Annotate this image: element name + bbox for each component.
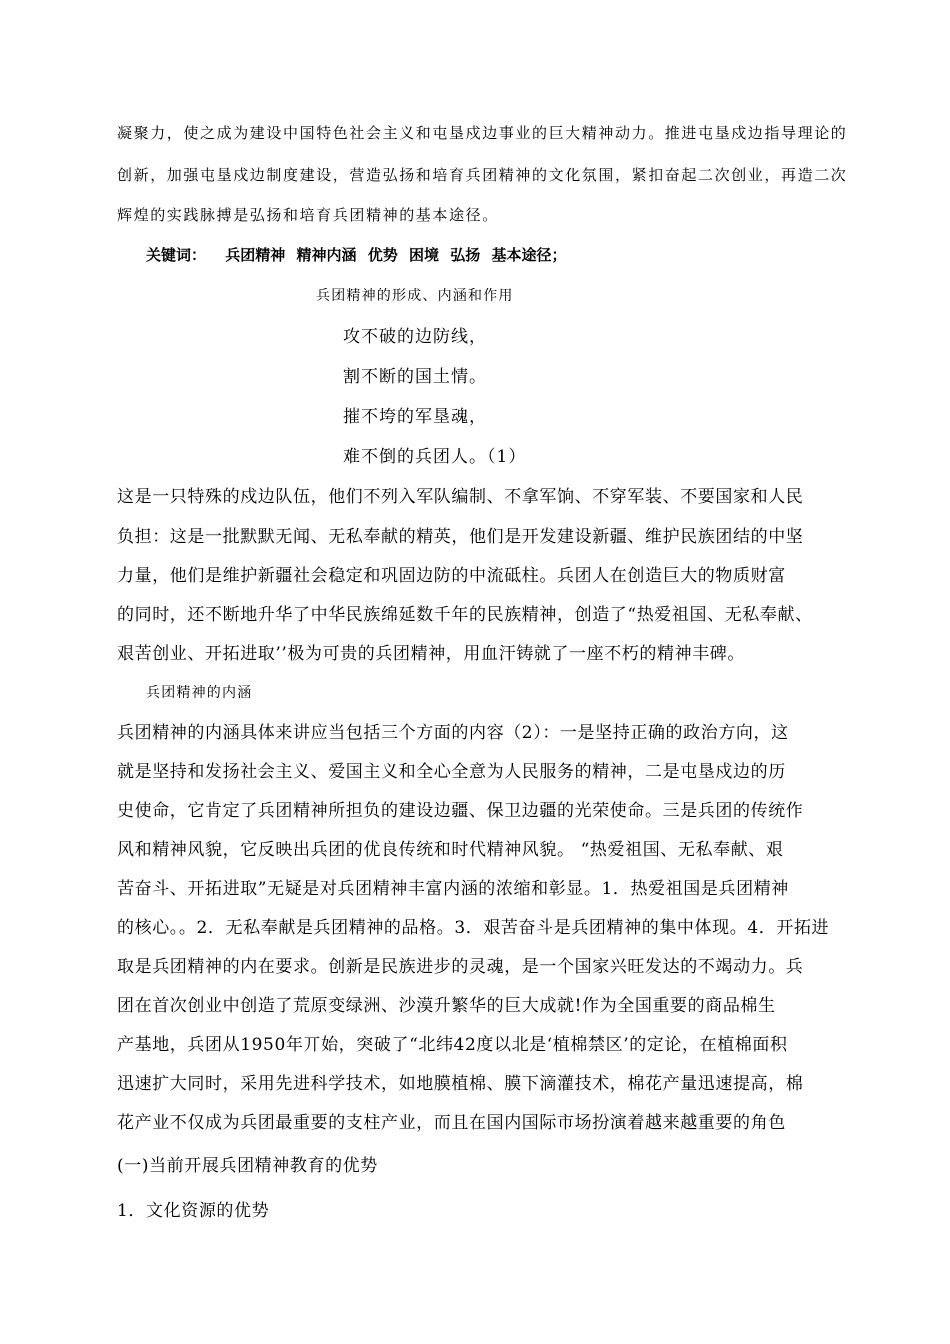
- paragraph-line: 负担：这是一批默默无闻、无私奉献的精英，他们是开发建设新疆、维护民族团结的中坚: [117, 527, 804, 547]
- subsection-heading: 1．文化资源的优势: [117, 1201, 270, 1221]
- abstract-line: 辉煌的实践脉搏是弘扬和培育兵团精神的基本途径。: [117, 206, 499, 224]
- keyword-term: 基本途径；: [491, 246, 567, 264]
- paragraph-line: 风和精神风貌，它反映出兵团的优良传统和时代精神风貌。 “热爱祖国、无私奉献、艰: [117, 840, 784, 860]
- poem-line: 摧不垮的军垦魂，: [343, 407, 487, 427]
- paragraph-line: 团在首次创业中创造了荒原变绿洲、沙漠升繁华的巨大成就!作为全国重要的商品棉生: [117, 996, 776, 1016]
- keyword-term: 困境: [409, 246, 440, 264]
- keyword-term: 兵团精神: [225, 246, 286, 264]
- keywords: [146, 244, 573, 265]
- keyword-term: 弘扬: [450, 246, 481, 264]
- abstract-line: 创新，加强屯垦戍边制度建设，营造弘扬和培育兵团精神的文化氛围，紧扣奋起二次创业，再造二次: [117, 166, 848, 184]
- paragraph-line: 迅速扩大同时，采用先进科学技术，如地膜植棉、膜下滴灌技术，棉花产量迅速提高，棉: [117, 1074, 804, 1094]
- poem-line: 攻不破的边防线，: [343, 327, 487, 347]
- paragraph-line: 史使命，它肯定了兵团精神所担负的建设边疆、保卫边疆的光荣使命。三是兵团的传统作: [117, 801, 804, 821]
- poem-line: 难不倒的兵团人。（1）: [343, 447, 527, 467]
- abstract-line: 凝聚力，使之成为建设中国特色社会主义和屯垦戍边事业的巨大精神动力。推进屯垦戍边指导理论的: [117, 124, 848, 142]
- poem-line: 割不断的国土情。: [343, 367, 487, 387]
- keyword-term: 优势: [367, 246, 398, 264]
- section-title: 兵团精神的内涵: [146, 685, 253, 701]
- keywords-label: 关键词：: [146, 246, 207, 264]
- paragraph-line: 的核心。。2．无私奉献是兵团精神的品格。3．艰苦奋斗是兵团精神的集中体现。4．开拓进: [117, 918, 830, 938]
- paragraph-line: 这是一只特殊的戍边队伍，他们不列入军队编制、不拿军饷、不穿军装、不要国家和人民: [117, 487, 804, 507]
- section-heading: (一)当前开展兵团精神教育的优势: [117, 1156, 378, 1176]
- paragraph-line: 的同时，还不断地升华了中华民族绵延数千年的民族精神，创造了“热爱祖国、无私奉献、: [117, 605, 813, 625]
- paragraph-line: 力量，他们是维护新疆社会稳定和巩固边防的中流砥柱。兵团人在创造巨大的物质财富: [117, 566, 786, 586]
- paragraph-line: 花产业不仅成为兵团最重要的支柱产业，而且在国内国际市场扮演着越来越重要的角色: [117, 1113, 786, 1133]
- section-title: 兵团精神的形成、内涵和作用: [316, 288, 514, 304]
- paragraph-line: 取是兵团精神的内在要求。创新是民族进步的灵魂，是一个国家兴旺发达的不竭动力。兵: [117, 957, 804, 977]
- paragraph-line: 产基地，兵团从1950年丌始，突破了“北纬42度以北是‘植棉禁区’的定论，在植棉面积: [117, 1035, 788, 1055]
- keyword-term: 精神内涵: [296, 246, 357, 264]
- paragraph-line: 就是坚持和发扬社会主义、爱国主义和全心全意为人民服务的精神，二是屯垦戍边的历: [117, 762, 786, 782]
- paragraph-line: 兵团精神的内涵具体来讲应当包括三个方面的内容（2）：一是坚持正确的政治方向，这: [117, 723, 789, 743]
- paragraph-line: 苦奋斗、开拓进取”无疑是对兵团精神丰富内涵的浓缩和彰显。1．热爱祖国是兵团精神: [117, 879, 789, 899]
- paragraph-line: 艰苦创业、开拓进取’’极为可贵的兵团精神，用血汗铸就了一座不朽的精神丰碑。: [117, 644, 746, 664]
